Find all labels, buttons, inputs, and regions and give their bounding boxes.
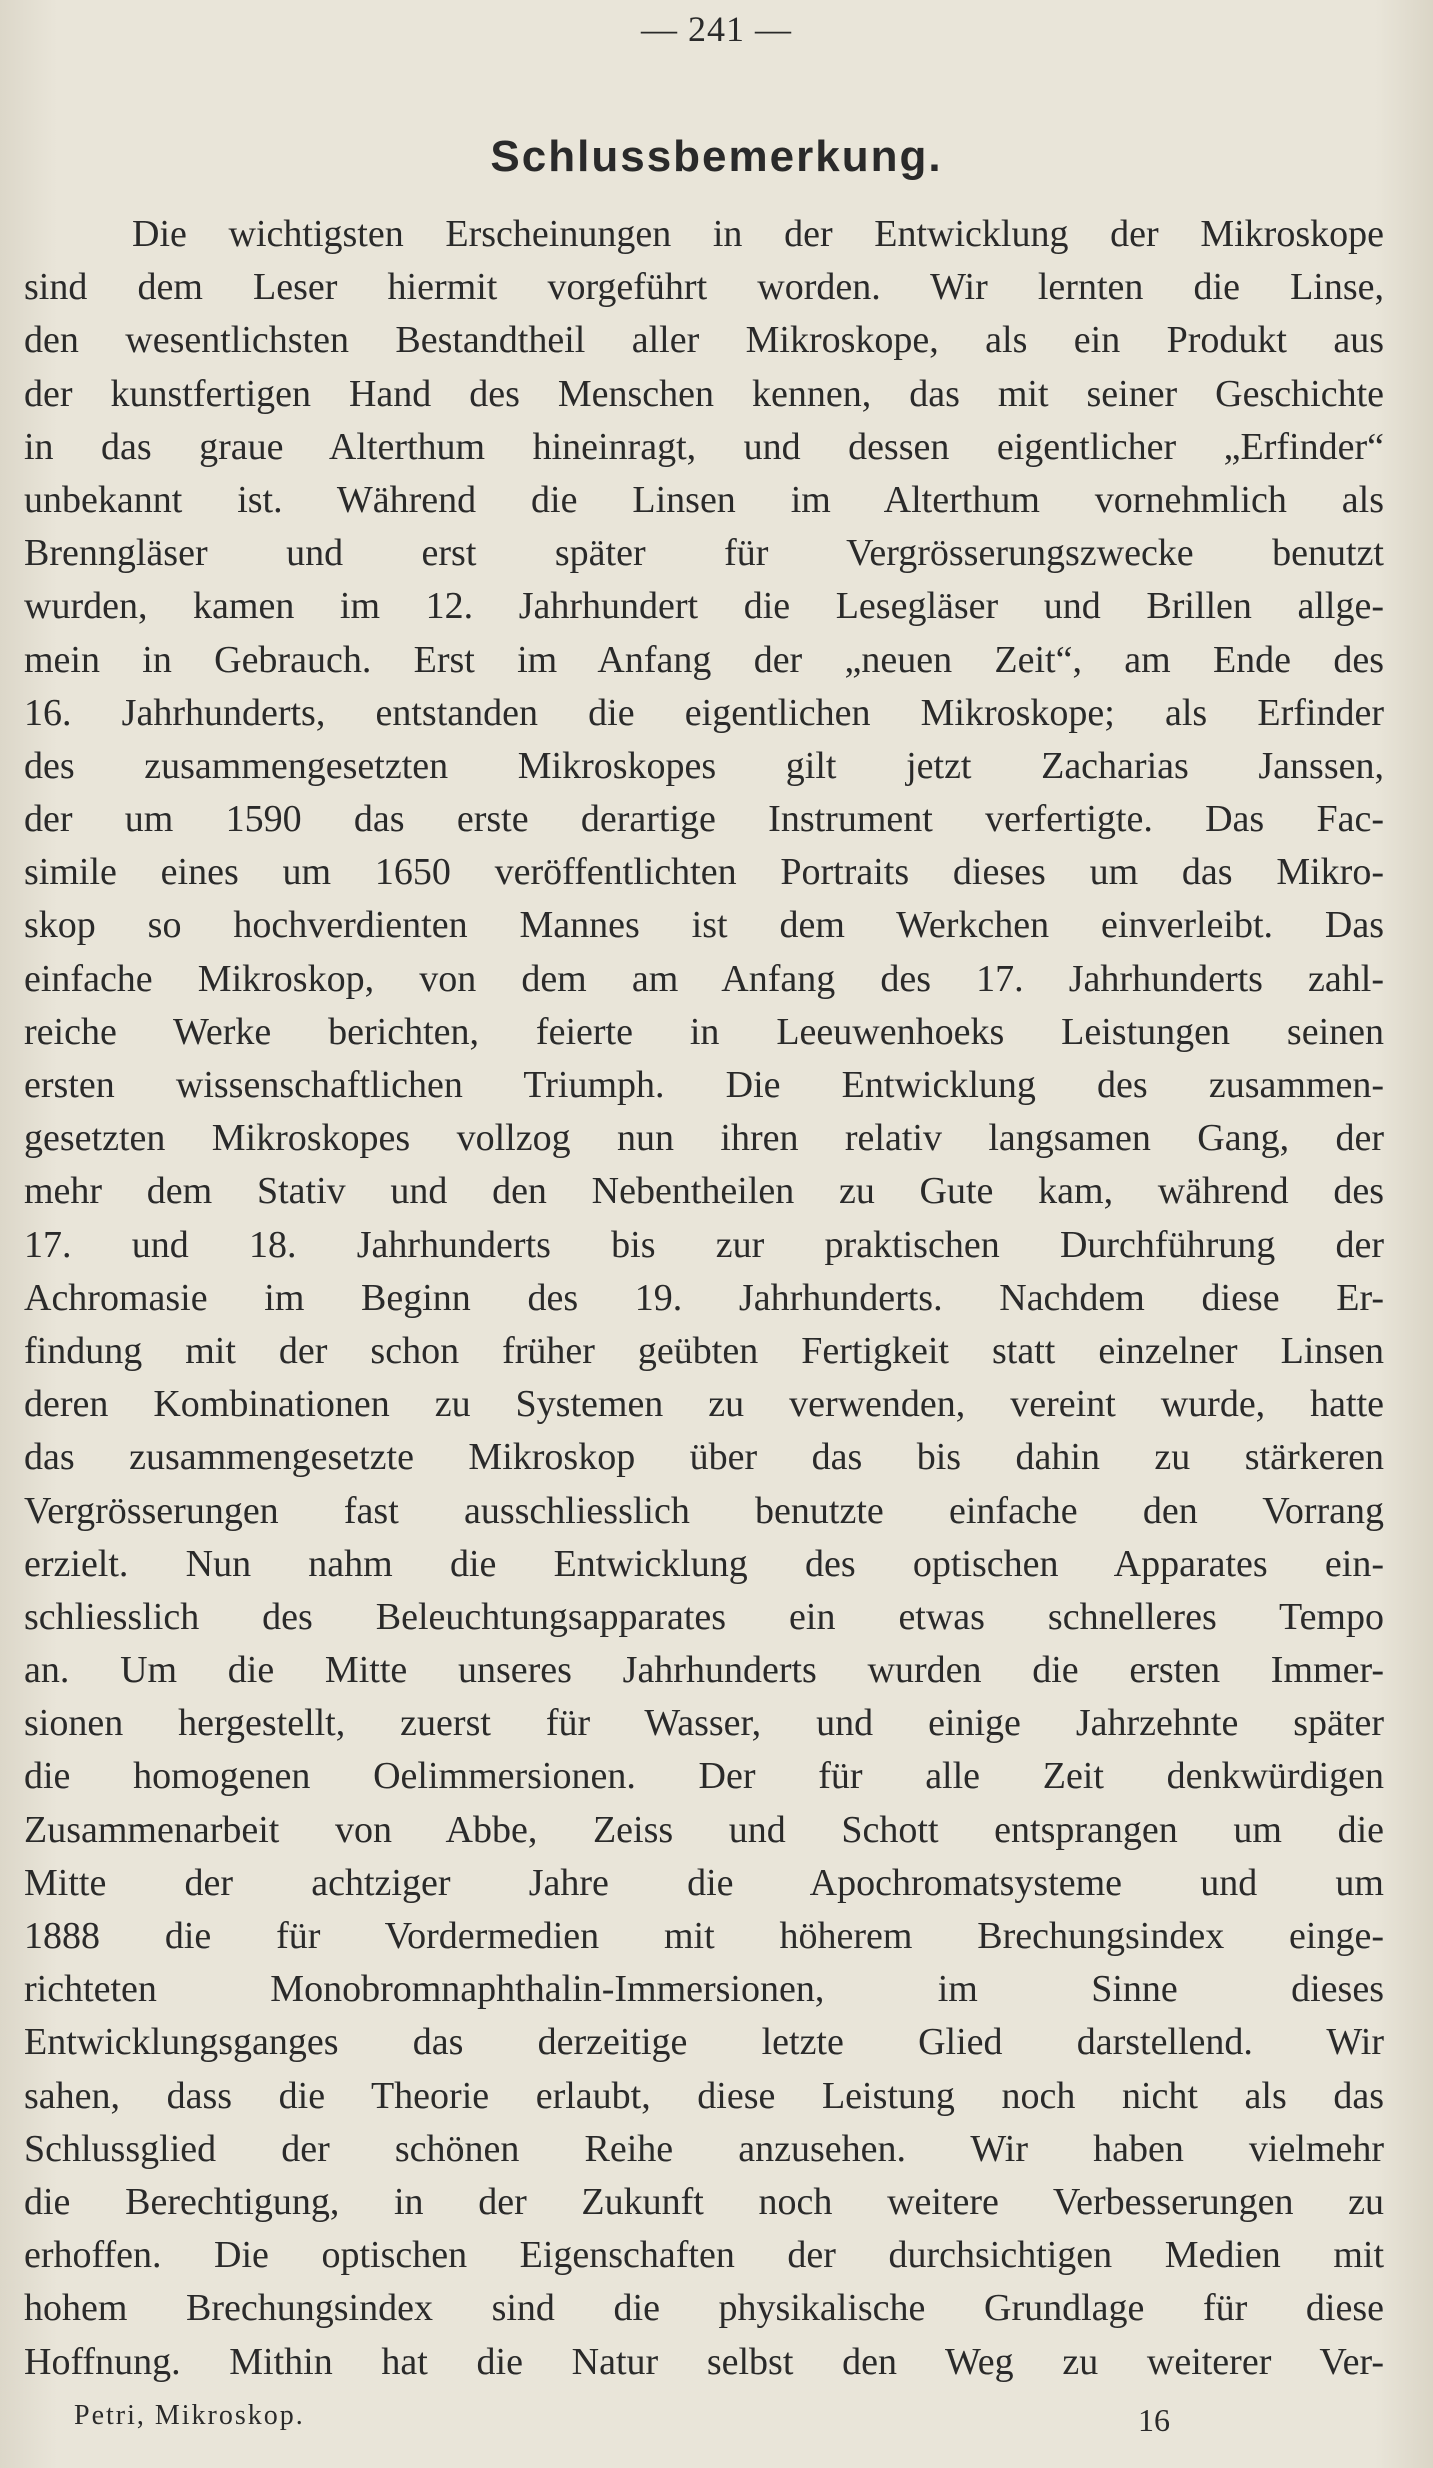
text-line: erhoffen. Die optischen Eigenschaften der durchsichtigen Medien mit [24, 2234, 1384, 2277]
page-number: — 241 — [641, 9, 792, 49]
text-line: Die wichtigsten Erscheinungen in der Entwicklung der Mikroskope [132, 213, 1384, 255]
text-line: die Berechtigung, in der Zukunft noch weitere Verbesserungen zu [24, 2180, 1384, 2223]
text-line: sionen hergestellt, zuerst für Wasser, und einige Jahrzehnte später [24, 1702, 1384, 1745]
text-line: 16. Jahrhunderts, entstanden die eigentlichen Mikroskope; als Erfinder [24, 691, 1384, 734]
text-line: sahen, dass die Theorie erlaubt, diese Leistung noch nicht als das [24, 2074, 1384, 2117]
text-line: findung mit der schon früher geübten Fertigkeit statt einzelner Linsen [24, 1329, 1384, 1372]
text-line: in das graue Alterthum hineinragt, und dessen eigentlicher „Erfinder“ [24, 425, 1384, 468]
text-line: hohem Brechungsindex sind die physikalische Grundlage für diese [24, 2287, 1384, 2330]
footer-signature: Petri, Mikroskop. [74, 2400, 305, 2431]
text-line: wurden, kamen im 12. Jahrhundert die Lesegläser und Brillen allge- [24, 585, 1384, 628]
text-line: Mitte der achtziger Jahre die Apochromatsysteme und um [24, 1861, 1384, 1904]
text-line: mehr dem Stativ und den Nebentheilen zu Gute kam, während des [24, 1170, 1384, 1213]
text-line: deren Kombinationen zu Systemen zu verwenden, vereint wurde, hatte [24, 1383, 1384, 1426]
text-line: Zusammenarbeit von Abbe, Zeiss und Schott entsprangen um die [24, 1808, 1384, 1851]
text-line: ersten wissenschaftlichen Triumph. Die Entwicklung des zusammen- [24, 1064, 1384, 1106]
text-line: die homogenen Oelimmersionen. Der für alle Zeit denkwürdigen [24, 1755, 1384, 1798]
text-line: reiche Werke berichten, feierte in Leeuwenhoeks Leistungen seinen [24, 1010, 1384, 1053]
section-title: Schlussbemerkung. [490, 132, 943, 181]
text-line: des zusammengesetzten Mikroskopes gilt jetzt Zacharias Janssen, [24, 744, 1384, 787]
text-line: der kunstfertigen Hand des Menschen kennen, das mit seiner Geschichte [24, 372, 1384, 415]
text-line: Brenngläser und erst später für Vergrösserungszwecke benutzt [24, 532, 1384, 575]
text-line: Schlussglied der schönen Reihe anzusehen. Wir haben vielmehr [24, 2127, 1384, 2170]
signature-mark: 16 [1138, 2402, 1170, 2438]
text-line: sind dem Leser hiermit vorgeführt worden. Wir lernten die Linse, [24, 266, 1384, 309]
text-line: das zusammengesetzte Mikroskop über das bis dahin zu stärkeren [24, 1436, 1384, 1479]
text-line: an. Um die Mitte unseres Jahrhunderts wurden die ersten Immer- [24, 1649, 1384, 1692]
body-text [24, 208, 1384, 2389]
text-line: gesetzten Mikroskopes vollzog nun ihren relativ langsamen Gang, der [24, 1117, 1384, 1160]
text-line: 17. und 18. Jahrhunderts bis zur praktischen Durchführung der [24, 1223, 1384, 1266]
text-line: der um 1590 das erste derartige Instrument verfertigte. Das Fac- [24, 798, 1384, 841]
text-line: Entwicklungsganges das derzeitige letzte Glied darstellend. Wir [24, 2021, 1384, 2064]
text-line: Achromasie im Beginn des 19. Jahrhunderts. Nachdem diese Er- [24, 1276, 1384, 1319]
text-line: Vergrösserungen fast ausschliesslich benutzte einfache den Vorrang [24, 1489, 1384, 1532]
text-line: unbekannt ist. Während die Linsen im Alterthum vornehmlich als [24, 478, 1384, 521]
text-line: skop so hochverdienten Mannes ist dem Werkchen einverleibt. Das [24, 904, 1384, 947]
text-line: Hoffnung. Mithin hat die Natur selbst den Weg zu weiterer Ver- [24, 2340, 1384, 2383]
text-line: erzielt. Nun nahm die Entwicklung des optischen Apparates ein- [24, 1542, 1384, 1585]
text-line: richteten Monobromnaphthalin-Immersionen, im Sinne dieses [24, 1968, 1384, 2011]
text-line: mein in Gebrauch. Erst im Anfang der „neuen Zeit“, am Ende des [24, 638, 1384, 681]
text-line: einfache Mikroskop, von dem am Anfang des 17. Jahrhunderts zahl- [24, 957, 1384, 1000]
text-line: den wesentlichsten Bestandtheil aller Mikroskope, als ein Produkt aus [24, 319, 1384, 362]
text-line: 1888 die für Vordermedien mit höherem Brechungsindex einge- [24, 1915, 1384, 1957]
text-line: schliesslich des Beleuchtungsapparates ein etwas schnelleres Tempo [24, 1595, 1384, 1638]
text-line: simile eines um 1650 veröffentlichten Portraits dieses um das Mikro- [24, 851, 1384, 894]
